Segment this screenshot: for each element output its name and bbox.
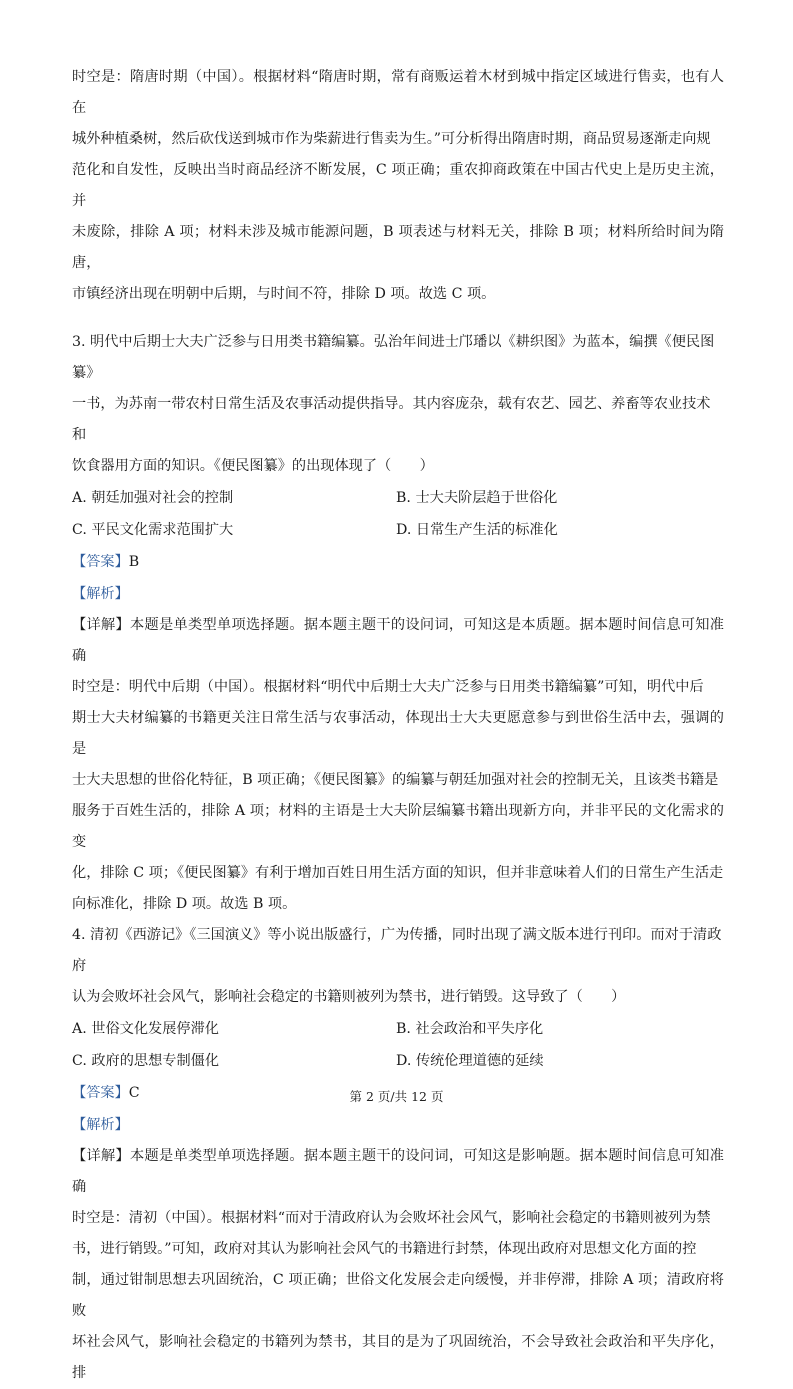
text-line: 范化和自发性，反映出当时商品经济不断发展，C 项正确；重农抑商政策在中国古代史上是历史主流，并 (72, 162, 724, 209)
text-line: 士大夫思想的世俗化特征，B 项正确；《便民图纂》的编纂与朝廷加强对社会的控制无关，且该类书籍是 (72, 772, 719, 788)
page-content (72, 62, 724, 1389)
answer-label: 【答案】 (72, 554, 129, 570)
page-footer: 第 2 页/共 12 页 (349, 1089, 444, 1104)
q2-explanation-tail (72, 62, 724, 310)
option-d: D. 日常生产生活的标准化 (396, 522, 558, 538)
options-row (72, 514, 724, 546)
option-b: B. 士大夫阶层趋于世俗化 (396, 490, 558, 506)
question-stem-line: 4. 清初《西游记》《三国演义》等小说出版盛行，广为传播，同时出现了满文版本进行刊印。而对于清政府 (72, 927, 722, 974)
option-c: C. 平民文化需求范围扩大 (72, 522, 234, 538)
text-line: 【详解】本题是单类型单项选择题。据本题主题干的设问词，可知这是影响题。据本题时间信息可知准确 (72, 1148, 724, 1195)
answer-value: B (128, 554, 140, 570)
question-stem-line: 3. 明代中后期士大夫广泛参与日用类书籍编纂。弘治年间进士邝璠以《耕织图》为蓝本，编撰《便民图纂》 (72, 334, 715, 381)
text-line: 时空是：隋唐时期（中国）。根据材料“隋唐时期，常有商贩运着木材到城中指定区域进行售卖，也有人在 (72, 69, 724, 116)
option-c: C. 政府的思想专制僵化 (72, 1053, 220, 1069)
text-line: 时空是：明代中后期（中国）。根据材料“明代中后期士大夫广泛参与日用类书籍编纂”可知，明代中后 (72, 679, 704, 695)
option-b: B. 社会政治和平失序化 (396, 1021, 544, 1037)
option-d: D. 传统伦理道德的延续 (396, 1053, 544, 1069)
analysis-label: 【解析】 (72, 1117, 129, 1133)
text-line: 【详解】本题是单类型单项选择题。据本题主题干的设问词，可知这是本质题。据本题时间信息可知准确 (72, 617, 724, 664)
text-line: 制，通过钳制思想去巩固统治，C 项正确；世俗文化发展会走向缓慢，并非停滞，排除 A 项；清政府将败 (72, 1272, 724, 1319)
text-line: 市镇经济出现在明朝中后期，与时间不符，排除 D 项。故选 C 项。 (72, 286, 496, 302)
options-row (72, 482, 724, 514)
question-stem-line: 认为会败坏社会风气，影响社会稳定的书籍则被列为禁书，进行销毁。这导致了（ ） (72, 989, 626, 1005)
options-row (72, 1045, 724, 1077)
option-a: A. 世俗文化发展停滞化 (72, 1021, 219, 1037)
question-stem-line: 饮食器用方面的知识。《便民图纂》的出现体现了（ ） (72, 458, 434, 474)
question-4 (72, 920, 724, 1389)
text-line: 坏社会风气，影响社会稳定的书籍列为禁书，其目的是为了巩固统治，不会导致社会政治和平失序化，排 (72, 1334, 724, 1381)
text-line: 向标准化，排除 D 项。故选 B 项。 (72, 896, 297, 912)
text-line: 城外种植桑树，然后砍伐送到城市作为柴薪进行售卖为生。”可分析得出隋唐时期，商品贸易逐渐走向规 (72, 131, 711, 147)
answer-line (72, 546, 724, 578)
detail-explanation (72, 1141, 724, 1389)
text-line: 时空是：清初（中国）。根据材料“而对于清政府认为会败坏社会风气，影响社会稳定的书籍则被列为禁 (72, 1210, 711, 1226)
text-line: 书，进行销毁。”可知，政府对其认为影响社会风气的书籍进行封禁，体现出政府对思想文化方面的控 (72, 1241, 697, 1257)
question-3 (72, 327, 724, 920)
text-line: 化，排除 C 项；《便民图纂》有利于增加百姓日用生活方面的知识，但并非意味着人们的日常生产生活走 (72, 865, 724, 881)
question-stem-line: 一书，为苏南一带农村日常生活及农事活动提供指导。其内容庞杂，载有农艺、园艺、养畜等农业技术和 (72, 396, 711, 443)
text-line: 未废除，排除 A 项；材料未涉及城市能源问题，B 项表述与材料无关，排除 B 项；材料所给时间为隋唐， (72, 224, 724, 271)
text-line: 期士大夫材编纂的书籍更关注日常生活与农事活动，体现出士大夫更愿意参与到世俗生活中去，强调的是 (72, 710, 724, 757)
options-row (72, 1013, 724, 1045)
text-line: 服务于百姓生活的，排除 A 项；材料的主语是士大夫阶层编纂书籍出现新方向，并非平民的文化需求的变 (72, 803, 724, 850)
answer-value: C (128, 1085, 140, 1101)
answer-label: 【答案】 (72, 1085, 129, 1101)
analysis-label: 【解析】 (72, 586, 129, 602)
detail-explanation (72, 610, 724, 920)
option-a: A. 朝廷加强对社会的控制 (72, 490, 234, 506)
